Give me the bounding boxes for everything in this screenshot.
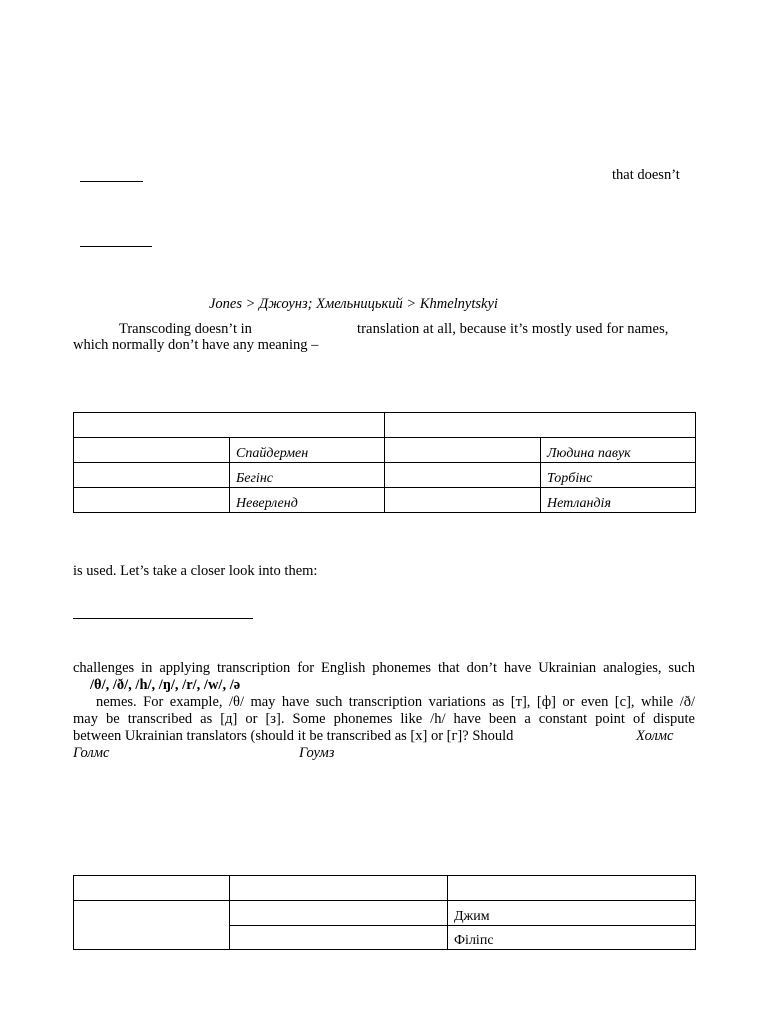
header-cell bbox=[230, 876, 448, 901]
header-cell-right bbox=[385, 413, 696, 438]
para2-line4: may be transcribed as [д] or [з]. Some phonemes like /h/ have been a constant point of dispute bbox=[73, 711, 695, 727]
names-table-1 bbox=[73, 412, 696, 513]
table-header-row bbox=[74, 876, 696, 901]
table-header-row bbox=[74, 413, 696, 438]
table-cell bbox=[385, 488, 541, 513]
table-cell bbox=[74, 488, 230, 513]
merged-cell bbox=[74, 901, 230, 950]
is-used-line: is used. Let’s take a closer look into them: bbox=[73, 563, 318, 579]
para2-line1: challenges in applying transcription for English phonemes that don’t have Ukrainian analogies, such bbox=[73, 660, 695, 676]
table-cell: Джим bbox=[448, 901, 696, 926]
table-cell: Філіпс bbox=[448, 926, 696, 950]
names-table-2 bbox=[73, 875, 696, 950]
holmes-variant-1: Холмс bbox=[636, 728, 674, 744]
table-cell bbox=[74, 463, 230, 488]
table-row bbox=[74, 438, 696, 463]
fragment-that-doesnt: that doesn’t bbox=[612, 167, 680, 183]
table-cell bbox=[230, 901, 448, 926]
table-row bbox=[74, 488, 696, 513]
para2-line5-start: between Ukrainian translators (should it be transcribed as [х] or [г]? Should bbox=[73, 728, 514, 744]
table-row bbox=[74, 901, 696, 926]
table-cell: Торбінс bbox=[541, 463, 696, 488]
table-cell bbox=[385, 463, 541, 488]
blank-line-3 bbox=[73, 618, 253, 619]
para1-line2: which normally don’t have any meaning – bbox=[73, 337, 319, 353]
para1-line1-start: Transcoding doesn’t in bbox=[119, 321, 252, 337]
holmes-variant-3: Гоумз bbox=[299, 745, 335, 761]
table-cell bbox=[74, 438, 230, 463]
header-cell bbox=[74, 876, 230, 901]
header-cell bbox=[448, 876, 696, 901]
table-cell: Людина павук bbox=[541, 438, 696, 463]
table-cell: Спайдермен bbox=[230, 438, 385, 463]
table-cell: Нетландія bbox=[541, 488, 696, 513]
phoneme-list: /θ/, /ð/, /h/, /ŋ/, /r/, /w/, /ə bbox=[90, 677, 241, 693]
blank-line-1 bbox=[80, 181, 143, 182]
table-row bbox=[74, 463, 696, 488]
para2-line3: nemes. For example, /θ/ may have such transcription variations as [т], [ф] or even [с], while /ð/ bbox=[96, 694, 695, 710]
header-cell-left bbox=[74, 413, 385, 438]
blank-line-2 bbox=[80, 246, 152, 247]
para1-line1-end: translation at all, because it’s mostly used for names, bbox=[357, 321, 669, 337]
table-cell bbox=[385, 438, 541, 463]
table-cell: Неверленд bbox=[230, 488, 385, 513]
table-cell bbox=[230, 926, 448, 950]
transcoding-example: Jones > Джоунз; Хмельницький > Khmelnytskyi bbox=[209, 296, 498, 312]
holmes-variant-2: Голмс bbox=[73, 745, 110, 761]
table-cell: Бегінс bbox=[230, 463, 385, 488]
